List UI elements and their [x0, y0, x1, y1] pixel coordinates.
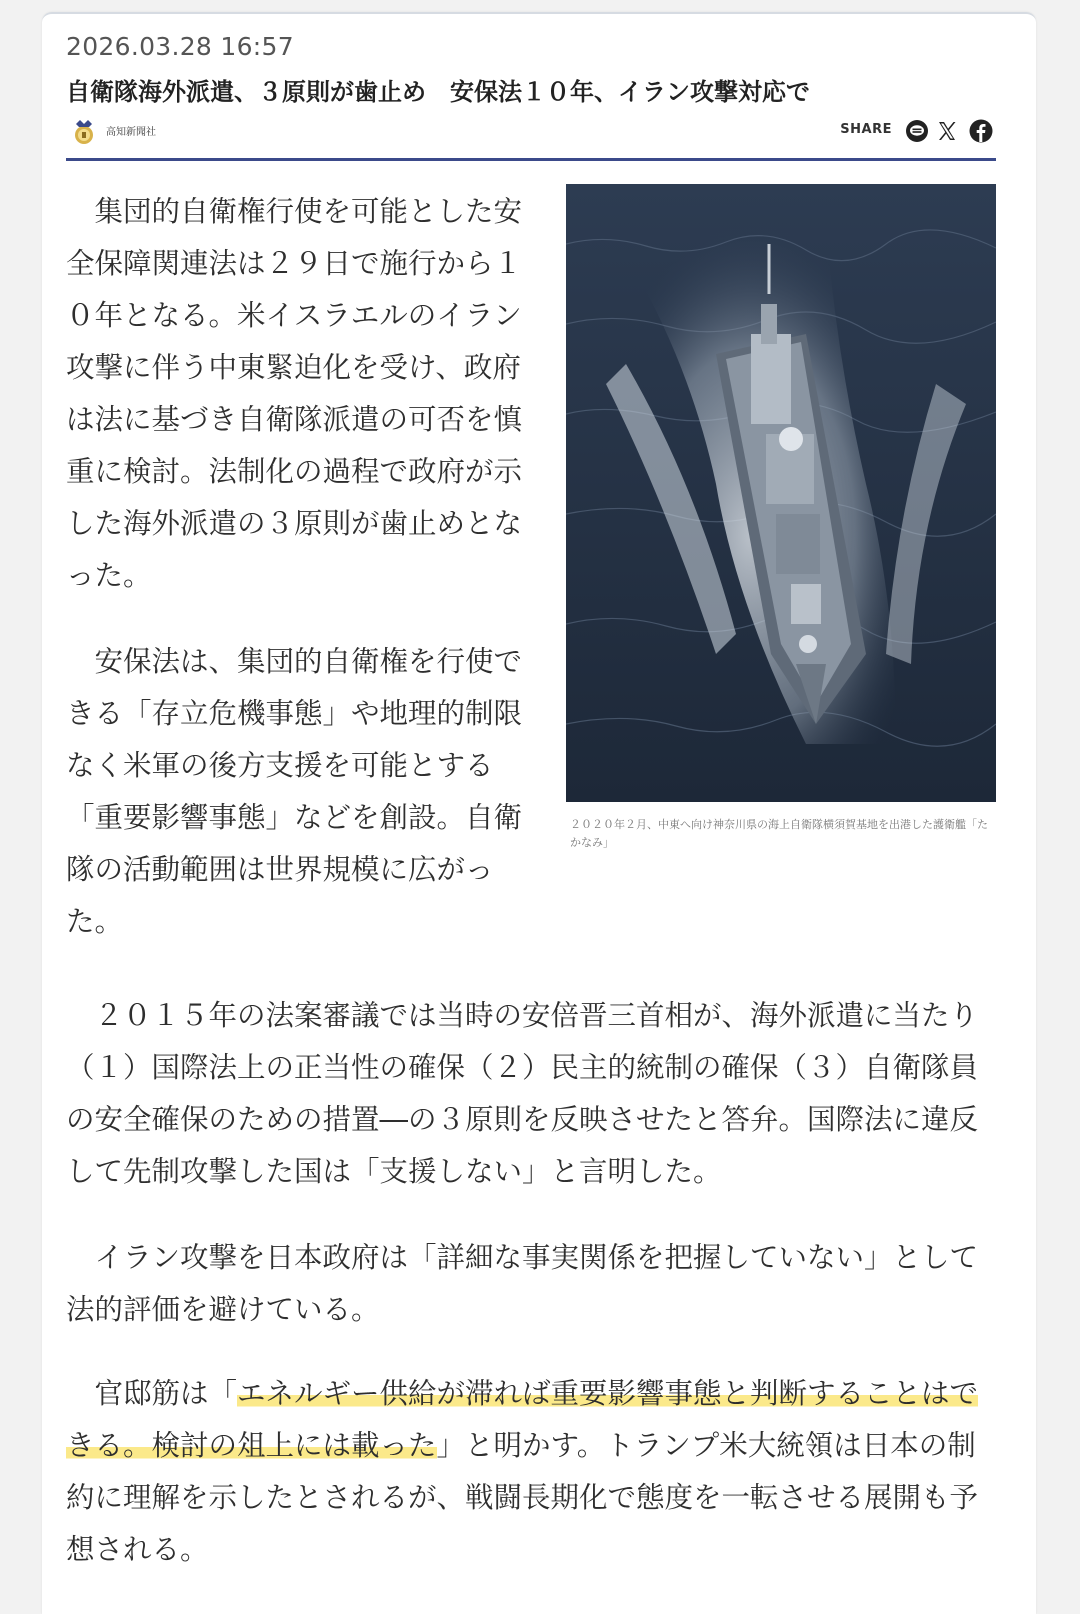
share-label: SHARE [840, 122, 892, 137]
paragraph-5-tail: 」と明かす。トランプ米大統領は日本の制約に理解を示したとされるが、戦闘長期化で態度を一転させる展開も予想される。 [66, 1429, 979, 1566]
article-photo[interactable] [566, 184, 996, 802]
newspaper-logo-icon [72, 118, 96, 146]
line-icon[interactable] [904, 118, 930, 144]
article-headline[interactable]: 自衛隊海外派遣、３原則が歯止め 安保法１０年、イラン攻撃対応で [66, 78, 810, 106]
facebook-icon[interactable] [968, 118, 994, 144]
warship-photo-image [566, 184, 996, 802]
x-icon[interactable] [934, 118, 960, 144]
header-divider [66, 158, 996, 161]
article-card [42, 12, 1036, 1614]
source-name: 高知新聞社 [106, 127, 156, 138]
source-share-row [66, 114, 996, 150]
article-paragraph-5 [66, 1368, 986, 1576]
paragraph-5-lead: 官邸筋は「 [66, 1377, 238, 1410]
article-paragraph-4: イラン攻撃を日本政府は「詳細な事実関係を把握していない」として法的評価を避けている。 [66, 1241, 979, 1326]
article-date: 2026.03.28 16:57 [66, 32, 294, 61]
article-paragraph-3: ２０１５年の法案審議では当時の安倍晋三首相が、海外派遣に当たり（１）国際法上の正当性の確保（２）民主的統制の確保（３）自衛隊員の安全確保のための措置―の３原則を反映させたと答弁。国際法に違反して先制攻撃した国は「支援しない」と言明した。 [66, 999, 979, 1188]
article-paragraph-2: 安保法は、集団的自衛権を行使できる「存立危機事態」や地理的制限なく米軍の後方支援を可能とする「重要影響事態」などを創設。自衛隊の活動範囲は世界規模に広がった。 [66, 645, 523, 938]
highlighted-quote: エネルギー供給が滞れば重要影響事態と判断することはできる。検討の俎上には載った [66, 1377, 979, 1462]
article-paragraph-1: 集団的自衛権行使を可能とした安全保障関連法は２９日で施行から１０年となる。米イスラエルのイラン攻撃に伴う中東緊迫化を受け、政府は法に基づき自衛隊派遣の可否を慎重に検討。法制化の過程で政府が示した海外派遣の３原則が歯止めとなった。 [66, 195, 523, 592]
photo-caption: ２０２０年２月、中東へ向け神奈川県の海上自衛隊横須賀基地を出港した護衛艦「たかなみ」 [570, 818, 988, 849]
